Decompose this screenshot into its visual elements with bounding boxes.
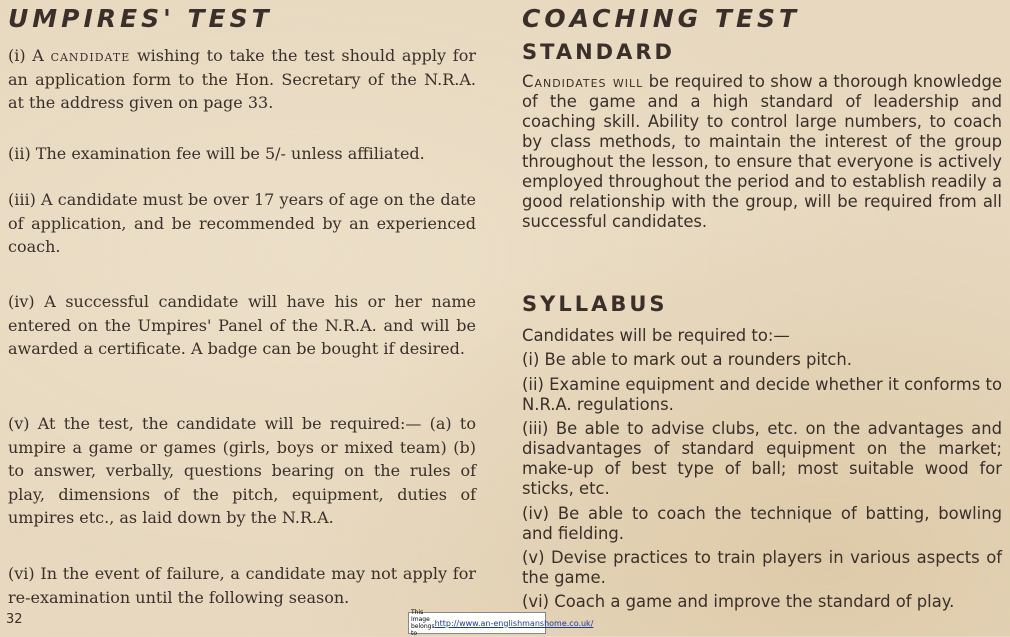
umpires-paragraph-4: (iv) A successful candidate will have his or her name entered on the Umpires' Panel of the N.R.A. and will be awarded a certificate. A badge can be bought if desired.: [8, 292, 476, 358]
p1-lead: candidate: [50, 46, 131, 65]
standard-heading: STANDARD: [522, 40, 675, 64]
standard-paragraph: [522, 72, 1002, 232]
syllabus-item-6: (vi) Coach a game and improve the standard of play.: [522, 592, 955, 611]
watermark-link[interactable]: http://www.an-englishmanshome.co.uk/: [434, 618, 594, 628]
watermark-label: This Image belongs to: [411, 609, 435, 637]
right-column: [522, 0, 1004, 636]
watermark-banner: [408, 609, 594, 637]
syllabus-item-4: (iv) Be able to coach the technique of batting, bowling and fielding.: [522, 504, 1002, 543]
syllabus-item-5: (v) Devise practices to train players in various aspects of the game.: [522, 548, 1002, 587]
standard-lead: Candidates will: [522, 72, 644, 91]
p1-rest: wishing to take the test should apply for an application form to the Hon. Secretary of the N.R.A. at the address given on page 33.: [8, 46, 476, 112]
page-number: 32: [6, 612, 23, 627]
p1-number: (i) A: [8, 46, 44, 65]
syllabus-item-2: (ii) Examine equipment and decide whether it conforms to N.R.A. regulations.: [522, 375, 1002, 414]
syllabus-item-3: (iii) Be able to advise clubs, etc. on the advantages and disadvantages of standard equipment on the market; make-up of best type of ball; most suitable wood for sticks, etc.: [522, 419, 1002, 498]
umpires-paragraph-6: (vi) In the event of failure, a candidate may not apply for re-examination until the following season.: [8, 564, 476, 607]
syllabus-intro: Candidates will be required to:—: [522, 326, 790, 345]
syllabus-item-1: (i) Be able to mark out a rounders pitch.: [522, 350, 852, 369]
umpires-paragraph-2: (ii) The examination fee will be 5/- unless affiliated.: [8, 144, 425, 163]
umpires-test-heading: UMPIRES' TEST: [8, 4, 273, 33]
umpires-paragraph-5: (v) At the test, the candidate will be required:— (a) to umpire a game or games (girls, boys or mixed team) (b) to answer, verbally, questions bearing on the rules of play, dimensions of the pitch, equipment, duties of umpires etc., as laid down by the N.R.A.: [8, 414, 476, 527]
left-column: [8, 0, 478, 636]
syllabus-heading: SYLLABUS: [522, 292, 668, 316]
umpires-paragraph-1: [8, 44, 476, 115]
umpires-paragraph-3: (iii) A candidate must be over 17 years of age on the date of application, and be recommended by an experienced coach.: [8, 190, 476, 256]
coaching-test-heading: COACHING TEST: [522, 4, 801, 33]
standard-rest: be required to show a thorough knowledge of the game and a high standard of leadership and coaching skill. Ability to control large numbers, to coach by class methods, to maintain the interest of the group throughout the lesson, to ensure that everyone is actively employed throughout the period and to establish readily a good relationship with the group, will be required from all successful candidates.: [522, 72, 1002, 231]
